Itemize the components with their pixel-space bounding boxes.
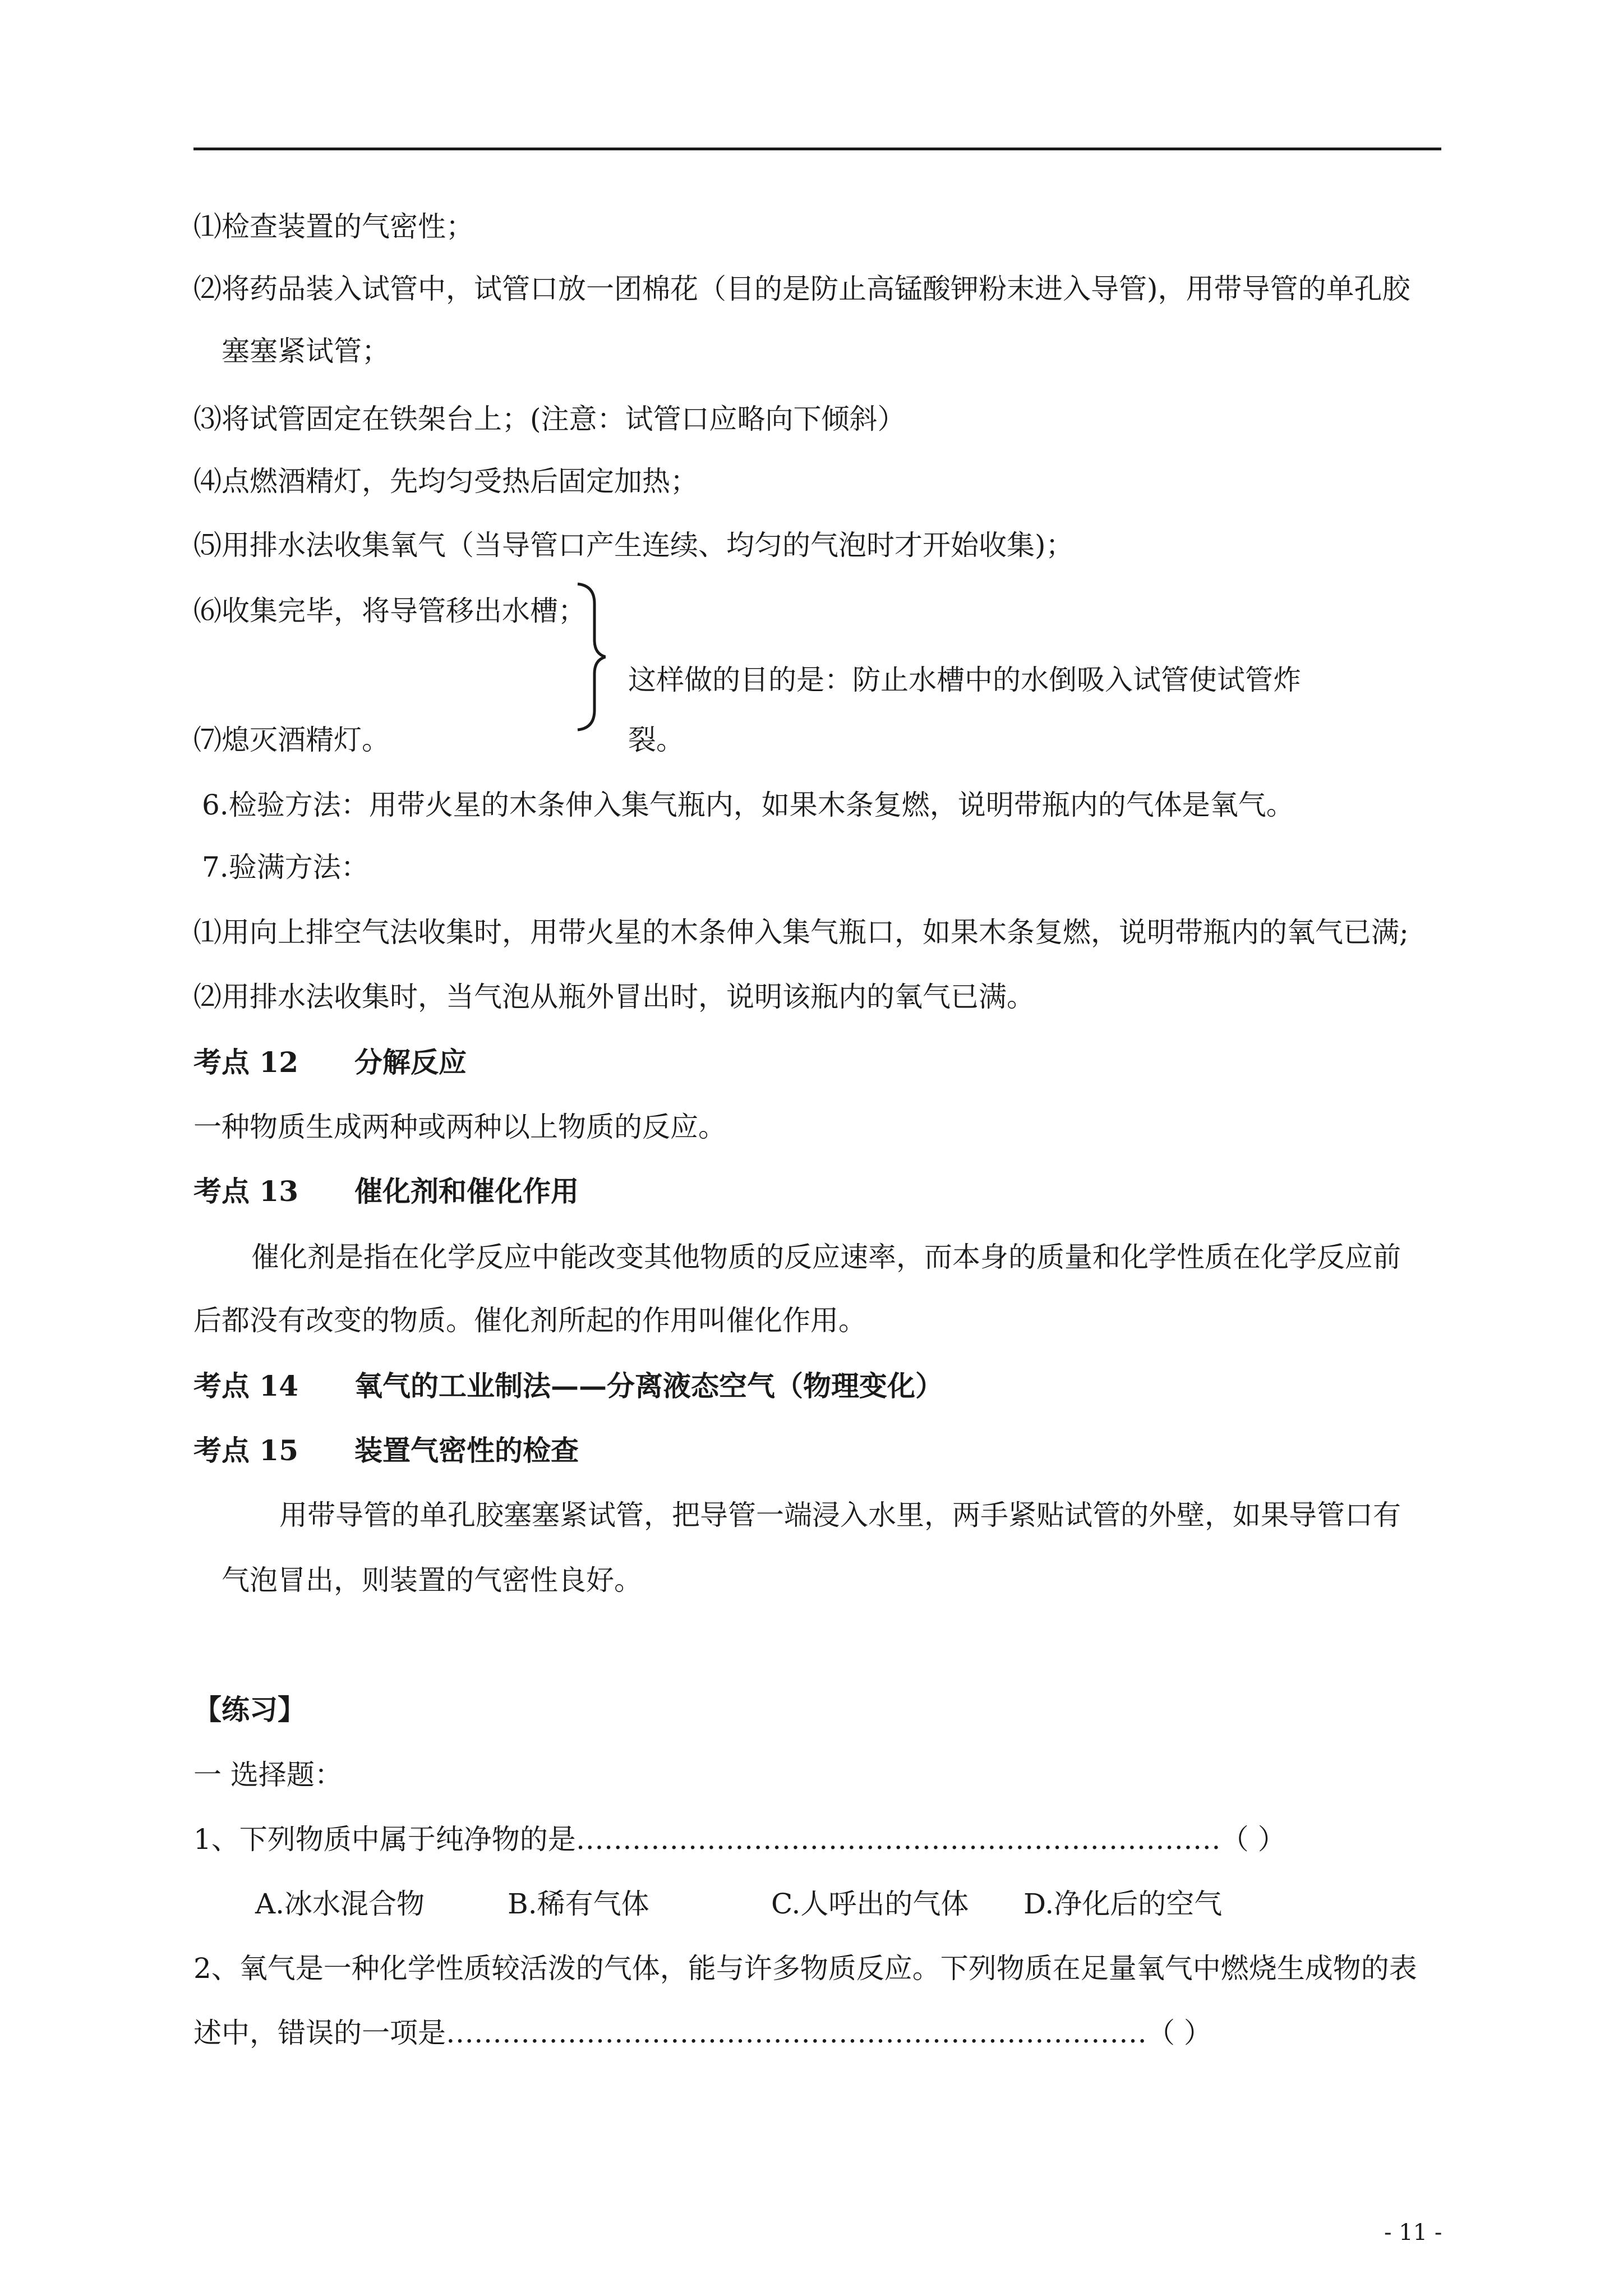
page-number: - 11 - — [1384, 2220, 1442, 2246]
practice-part-one: 一 选择题： — [193, 1759, 343, 1791]
step-4: ⑷点燃酒精灯，先均匀受热后固定加热； — [193, 465, 698, 498]
step-1: ⑴检查装置的气密性； — [193, 210, 474, 243]
q1-option-c: C.人呼出的气体 — [771, 1888, 969, 1920]
kaodian-13-title: 催化剂和催化作用 — [354, 1175, 579, 1208]
kaodian-15-heading — [193, 1433, 579, 1469]
brace-note-line-1: 这样做的目的是：防止水槽中的水倒吸入试管使试管炸 — [628, 664, 1301, 696]
kaodian-14-title: 氧气的工业制法——分离液态空气（物理变化） — [354, 1369, 943, 1402]
kaodian-13-heading — [193, 1174, 579, 1209]
kaodian-14-label: 考点 14 — [193, 1369, 298, 1402]
question-2-line-1: 2、氧气是一种化学性质较活泼的气体，能与许多物质反应。下列物质在足量氧气中燃烧生成物的表 — [193, 1952, 1417, 1985]
kaodian-15-text-2: 气泡冒出，则装置的气密性良好。 — [222, 1564, 642, 1596]
kaodian-12-text: 一种物质生成两种或两种以上物质的反应。 — [193, 1111, 726, 1143]
q1-option-a: A.冰水混合物 — [255, 1888, 425, 1920]
q1-option-d: D.净化后的空气 — [1023, 1888, 1223, 1920]
step-6: ⑹收集完毕，将导管移出水槽； — [193, 595, 586, 627]
kaodian-12-label: 考点 12 — [193, 1046, 298, 1079]
kaodian-13-label: 考点 13 — [193, 1175, 298, 1208]
curly-brace-icon — [566, 581, 606, 733]
kaodian-12-title: 分解反应 — [354, 1046, 467, 1079]
practice-heading: 【练习】 — [193, 1693, 306, 1726]
kaodian-14-heading — [193, 1368, 943, 1404]
step-2: ⑵将药品装入试管中，试管口放一团棉花（目的是防止高锰酸钾粉末进入导管)，用带导管的单孔胶 — [193, 273, 1410, 305]
step-7: ⑺熄灭酒精灯。 — [193, 724, 390, 756]
question-2-line-2: 述中，错误的一项是…………………………………………………………………（ ） — [193, 2017, 1212, 2049]
kaodian-12-heading — [193, 1045, 467, 1080]
full-method-1: ⑴用向上排空气法收集时，用带火星的木条伸入集气瓶口，如果木条复燃，说明带瓶内的氧气已满; — [193, 916, 1409, 949]
kaodian-15-label: 考点 15 — [193, 1434, 298, 1467]
test-method: 6.检验方法：用带火星的木条伸入集气瓶内，如果木条复燃，说明带瓶内的气体是氧气。 — [202, 789, 1294, 821]
full-method-heading: 7.验满方法： — [202, 851, 369, 884]
kaodian-15-text-1: 用带导管的单孔胶塞塞紧试管，把导管一端浸入水里，两手紧贴试管的外壁，如果导管口有 — [279, 1499, 1401, 1531]
kaodian-13-text-2: 后都没有改变的物质。催化剂所起的作用叫催化作用。 — [193, 1304, 866, 1337]
kaodian-15-title: 装置气密性的检查 — [354, 1434, 579, 1467]
step-2-cont: 塞塞紧试管； — [222, 335, 390, 367]
question-1: 1、下列物质中属于纯净物的是……………………………………………………………（ ） — [193, 1823, 1286, 1856]
header-rule — [193, 148, 1441, 150]
brace-note-line-2: 裂。 — [628, 724, 684, 756]
step-3: ⑶将试管固定在铁架台上；(注意：试管口应略向下倾斜） — [193, 403, 906, 435]
kaodian-13-text-1: 催化剂是指在化学反应中能改变其他物质的反应速率，而本身的质量和化学性质在化学反应前 — [251, 1241, 1401, 1273]
full-method-2: ⑵用排水法收集时，当气泡从瓶外冒出时，说明该瓶内的氧气已满。 — [193, 981, 1035, 1013]
q1-option-b: B.稀有气体 — [508, 1888, 649, 1920]
step-5: ⑸用排水法收集氧气（当导管口产生连续、均匀的气泡时才开始收集)； — [193, 529, 1074, 562]
